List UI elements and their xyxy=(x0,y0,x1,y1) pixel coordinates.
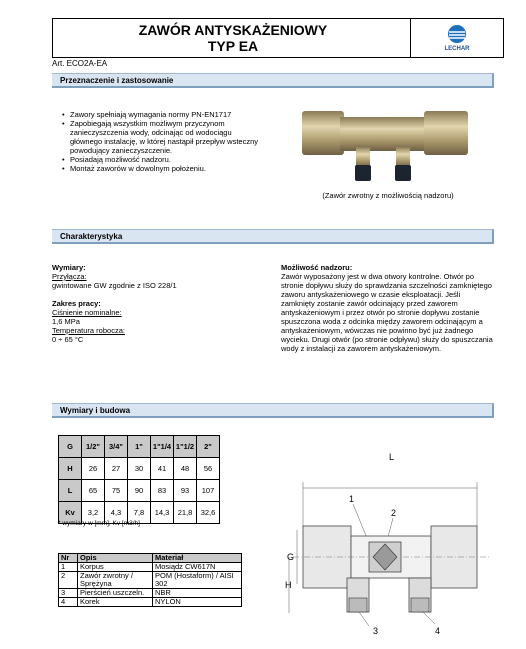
pressure-label: Ciśnienie nominalne: xyxy=(52,308,122,317)
table-cell: Mosiądz CW617N xyxy=(153,563,242,572)
table-cell: 30 xyxy=(128,458,151,480)
dims-heading: Wymiary: xyxy=(52,263,86,272)
table-cell: 83 xyxy=(151,480,174,502)
document-title xyxy=(53,22,413,54)
table-cell: 48 xyxy=(174,458,197,480)
table-cell: 1/2" xyxy=(82,436,105,458)
table-row xyxy=(59,598,242,607)
title-box xyxy=(52,18,504,58)
label-1: 1 xyxy=(349,494,355,504)
purpose-bullet: • Zawory spełniają wymagania normy PN-EN1717 xyxy=(70,110,260,119)
table-cell: 3,2 xyxy=(82,502,105,524)
dimensions-table xyxy=(58,435,220,524)
table-cell: 1 xyxy=(59,563,78,572)
table-cell: 14,3 xyxy=(151,502,174,524)
table-cell: 1"1/4 xyxy=(151,436,174,458)
table-cell: 4,3 xyxy=(105,502,128,524)
table-cell: G xyxy=(59,436,82,458)
table-cell: 3 xyxy=(59,589,78,598)
table-row xyxy=(59,458,220,480)
table-row xyxy=(59,572,242,589)
label-4: 4 xyxy=(435,626,441,636)
table-cell: 65 xyxy=(82,480,105,502)
title-line-2: TYP EA xyxy=(207,38,259,54)
table-cell: H xyxy=(59,458,82,480)
logo-text: LECHAR xyxy=(444,46,470,52)
supervision-heading: Możliwość nadzoru: xyxy=(281,263,353,272)
table-cell: 41 xyxy=(151,458,174,480)
table-cell: 90 xyxy=(128,480,151,502)
table-cell: Materiał xyxy=(153,554,242,563)
table-cell: 1"1/2 xyxy=(174,436,197,458)
table-cell: 1" xyxy=(128,436,151,458)
dims-note: * wymiary w [mm], Kv [m3/h] xyxy=(58,520,140,527)
table-cell: 56 xyxy=(197,458,220,480)
pressure-value: 1,6 MPa xyxy=(52,317,80,326)
table-cell: 32,6 xyxy=(197,502,220,524)
temp-label: Temperatura robocza: xyxy=(52,326,125,335)
table-cell: 7,8 xyxy=(128,502,151,524)
work-heading: Zakres pracy: xyxy=(52,299,101,308)
photo-caption: (Zawór zwrotny z możliwością nadzoru) xyxy=(322,191,454,200)
technical-drawing xyxy=(285,438,500,638)
purpose-bullet: • Zapobiegają wszystkim możliwym przyczynom zanieczyszczenia wody, odcinając od wodociągu głównego instalację, w której nastąpił przepływ wsteczny powodujący zanieczyszczenie. xyxy=(70,119,260,155)
label-H: H xyxy=(285,580,292,590)
section-purpose: Przeznaczenie i zastosowanie xyxy=(52,73,494,88)
label-G: G xyxy=(287,552,295,562)
table-cell: Pierścień uszczeln. xyxy=(78,589,153,598)
characteristics-right xyxy=(281,263,496,353)
connections-value: gwintowane GW zgodnie z ISO 228/1 xyxy=(52,281,177,290)
table-cell: NBR xyxy=(153,589,242,598)
table-cell: L xyxy=(59,480,82,502)
logo-cell xyxy=(410,19,503,57)
table-cell: 93 xyxy=(174,480,197,502)
article-number: Art. ECO2A-EA xyxy=(52,59,108,68)
table-cell: Nr xyxy=(59,554,78,563)
table-cell: Korek xyxy=(78,598,153,607)
table-cell: 2 xyxy=(59,572,78,589)
purpose-list xyxy=(60,110,260,173)
table-cell: 21,8 xyxy=(174,502,197,524)
purpose-bullet: • Posiadają możliwość nadzoru. xyxy=(70,155,260,164)
supervision-text: Zawór wyposażony jest w dwa otwory kontrolne. Otwór po stronie dopływu służy do sprawdzania szczelności zamkniętego zaworu antyskażeniowego w czasie eksploatacji. Jeśli zamknięty zostanie zawór odcinający przed zaworem antyskażeniowym i przez otwór po stronie dopływu zostanie spuszczona woda z odcinka między zaworem odcinającym a antyskażeniowym, wówczas nie powinno być już żadnego wycieku. Drugi otwór (po stronie odpływu) służy do spuszczania wody z instalacji za zaworem antyskażeniowym. xyxy=(281,272,493,353)
table-cell: NYLON xyxy=(153,598,242,607)
table-cell: 3/4" xyxy=(105,436,128,458)
table-cell: 75 xyxy=(105,480,128,502)
section-dimensions: Wymiary i budowa xyxy=(52,403,494,418)
table-cell: Kv xyxy=(59,502,82,524)
characteristics-left xyxy=(52,263,262,344)
connections-label: Przyłącza: xyxy=(52,272,87,281)
table-cell: Zawór zwrotny / Sprężyna xyxy=(78,572,153,589)
table-cell: Opis xyxy=(78,554,153,563)
table-row xyxy=(59,480,220,502)
table-cell: 26 xyxy=(82,458,105,480)
purpose-bullet: • Montaż zaworów w dowolnym położeniu. xyxy=(70,164,260,173)
table-cell: 107 xyxy=(197,480,220,502)
table-cell: POM (Hostaform) / AISI 302 xyxy=(153,572,242,589)
label-L: L xyxy=(389,452,395,462)
label-2: 2 xyxy=(391,508,397,518)
title-line-1: ZAWÓR ANTYSKAŻENIOWY xyxy=(138,22,328,38)
table-cell: Korpus xyxy=(78,563,153,572)
table-cell: 2" xyxy=(197,436,220,458)
table-cell: 4 xyxy=(59,598,78,607)
table-cell: 27 xyxy=(105,458,128,480)
valve-photo xyxy=(300,103,470,188)
parts-table xyxy=(58,553,242,607)
section-characteristics: Charakterystyka xyxy=(52,229,494,244)
table-row xyxy=(59,436,220,458)
temp-value: 0 ÷ 65 °C xyxy=(52,335,84,344)
label-3: 3 xyxy=(373,626,379,636)
